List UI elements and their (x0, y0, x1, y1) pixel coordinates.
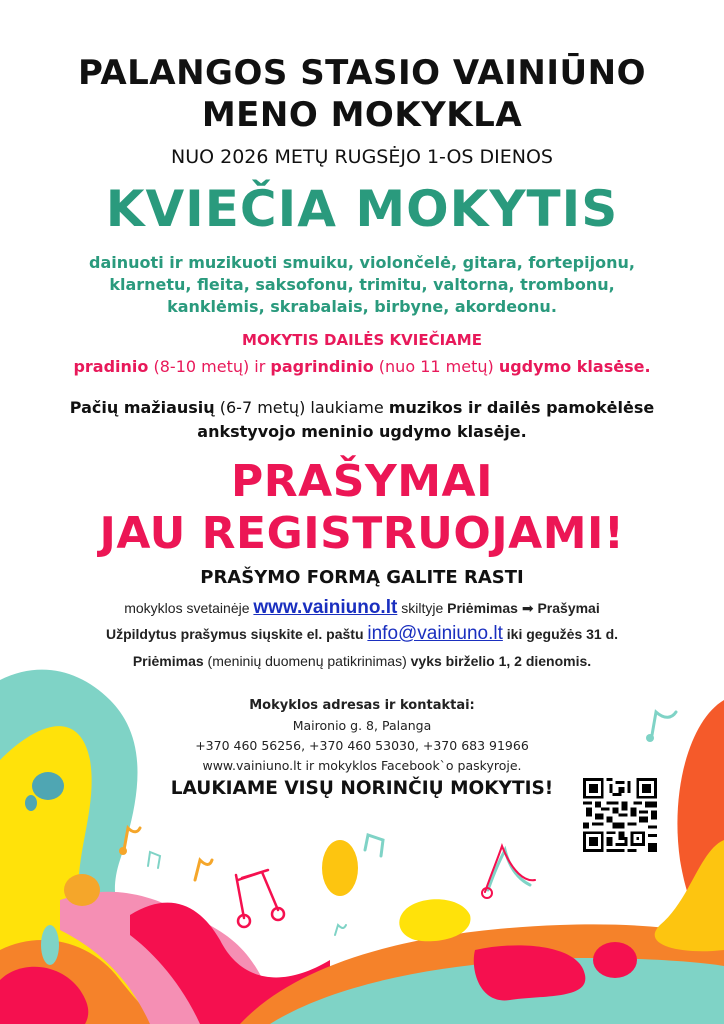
admission-dates: vyks birželio 1, 2 dienomis. (410, 653, 592, 669)
email-suffix: iki gegužės 31 d. (502, 626, 619, 642)
website-prefix: mokyklos svetainėje (124, 600, 254, 616)
classes-label: ugdymo klasėse. (498, 357, 651, 376)
note-orange-1-head (119, 847, 127, 855)
admission-info (0, 650, 724, 672)
early-normal1: (6-7 metų) laukiame (214, 398, 389, 417)
section-path-1: Priėmimas (447, 600, 518, 616)
registration-headline (0, 456, 724, 560)
registration-line1: PRAŠYMAI (231, 456, 493, 507)
email-prefix: Užpildytus prašymus siųskite el. paštu (105, 626, 368, 642)
early-line2: ankstyvojo meninio ugdymo klasėje. (197, 422, 527, 441)
early-bold2: muzikos ir dailės pamokėlėse (388, 398, 655, 417)
note-teal-2 (148, 852, 160, 868)
basic-age: (nuo 11 metų) (373, 357, 499, 376)
start-date: NUO 2026 METŲ RUGSĖJO 1-OS DIENOS (171, 146, 553, 168)
website-link[interactable]: www.vainiuno.lt (253, 597, 398, 618)
school-name-line2: MENO MOKYKLA (201, 95, 523, 135)
email-link[interactable]: info@vainiuno.lt (367, 623, 503, 644)
email-instructions (0, 622, 724, 646)
orange-blob (64, 874, 100, 906)
art-heading: MOKYTIS DAILĖS KVIEČIAME (242, 331, 482, 349)
invite-title: KVIEČIA MOKYTIS (105, 180, 619, 238)
yellow-drop (322, 840, 358, 896)
instruments-list: dainuoti ir muzikuoti smuiku, violončelė, gitara, fortepijonu, klarnetu, fleita, saksofonu, trimitu, valtorna, trombonu, kanklėmis, skrabalais, birbyne, akordeonu. (89, 253, 635, 316)
section-path-2: Prašymai (537, 600, 600, 616)
website-mid: skiltyje (397, 600, 448, 616)
note-teal-small (335, 925, 346, 935)
primary-label: pradinio (73, 357, 149, 376)
school-name (0, 52, 724, 136)
teal-drop (41, 925, 59, 965)
admission-normal: (meninių duomenų patikrinimas) (203, 653, 411, 669)
primary-age: (8-10 metų) ir (148, 357, 271, 376)
teal-dot-small (25, 795, 37, 811)
contacts-phones: +370 460 56256, +370 460 53030, +370 683 91966 (195, 738, 529, 753)
form-heading: PRAŠYMO FORMĄ GALITE RASTI (200, 567, 524, 588)
school-name-line1: PALANGOS STASIO VAINIŪNO (78, 53, 646, 93)
contacts-web: www.vainiuno.lt ir mokyklos Facebook`o paskyroje. (202, 758, 522, 773)
contacts-heading: Mokyklos adresas ir kontaktai: (249, 698, 475, 713)
contacts-address: Maironio g. 8, Palanga (292, 718, 432, 733)
arrow-right-icon: ➡ (521, 600, 534, 616)
website-instructions (0, 597, 724, 619)
art-classes (0, 356, 724, 378)
early-education (40, 396, 684, 444)
registration-line2: JAU REGISTRUOJAMI! (99, 508, 625, 559)
red-blob-small (593, 942, 637, 978)
note-teal-3 (365, 835, 383, 856)
teal-dot (32, 772, 64, 800)
contacts-block (0, 696, 724, 776)
admission-bold: Priėmimas (132, 653, 204, 669)
note-orange-1 (124, 828, 140, 850)
closing-line: LAUKIAME VISŲ NORINČIŲ MOKYTIS! (170, 778, 554, 799)
qr-code-icon[interactable] (583, 778, 657, 852)
note-orange-2 (195, 860, 212, 880)
note-multi (488, 850, 530, 890)
early-bold1: Pačių mažiausių (69, 398, 215, 417)
basic-label: pagrindinio (270, 357, 374, 376)
